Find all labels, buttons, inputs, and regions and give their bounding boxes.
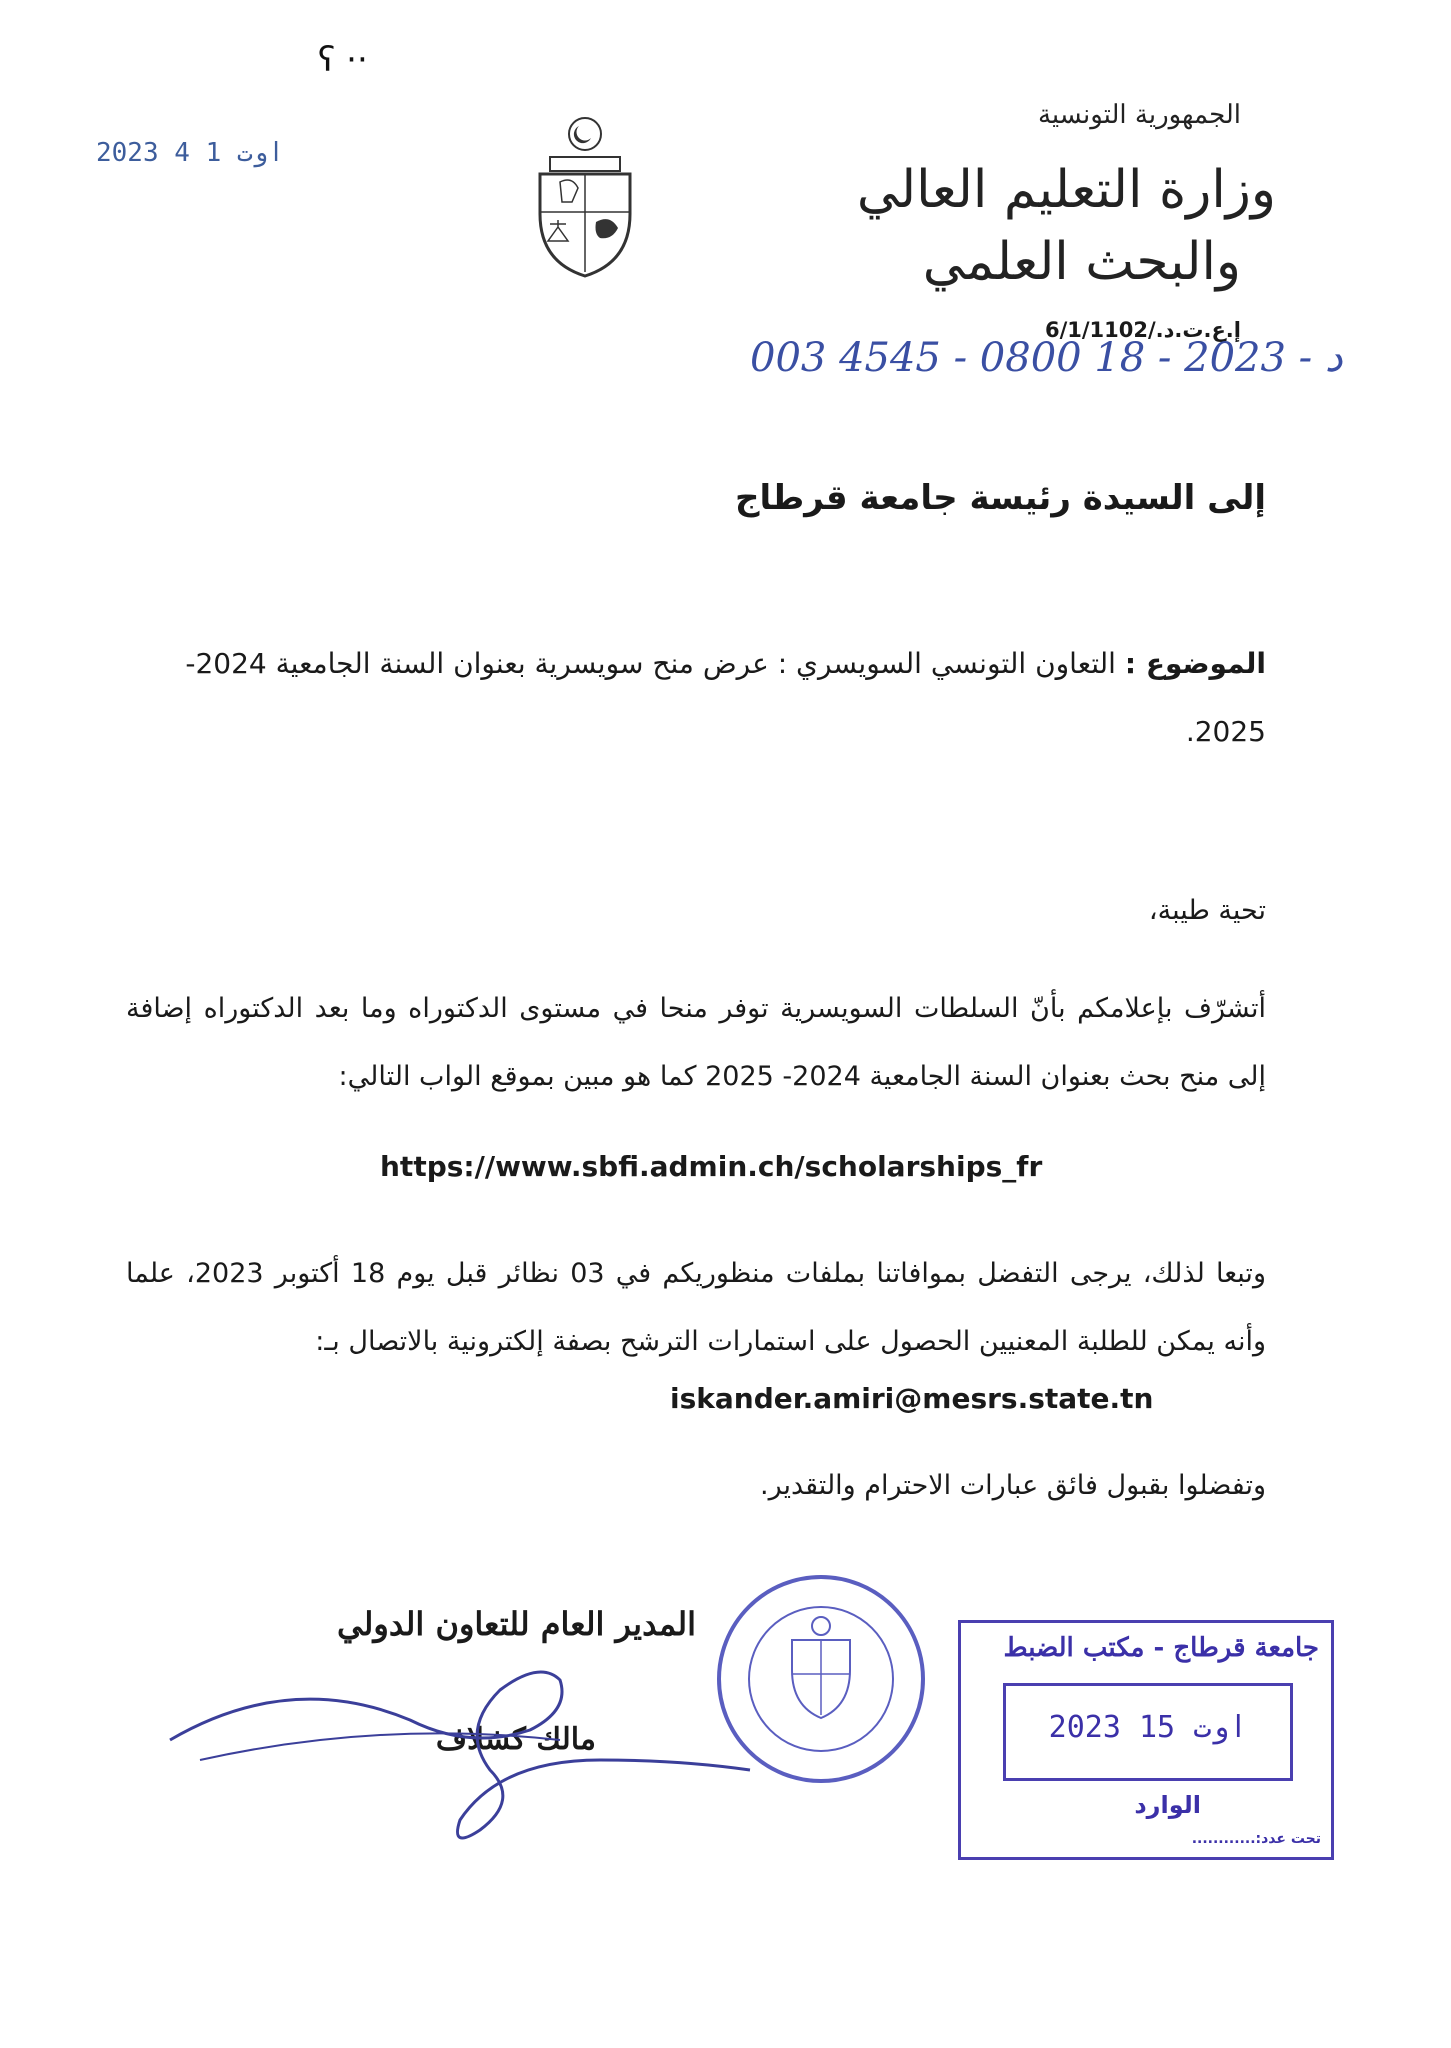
scholarship-url-link[interactable]: https://www.sbfi.admin.ch/scholarships_fr: [380, 1150, 1043, 1183]
country-header: الجمهورية التونسية: [1037, 100, 1241, 130]
signatory-name: مالك كشلاف: [435, 1722, 596, 1757]
coat-of-arms-icon: [530, 112, 640, 282]
stamp-number-field: تحت عدد:............: [1191, 1831, 1321, 1847]
ink-mark: ʕ ··: [318, 40, 368, 80]
received-date: 2023 اوت 1 4: [96, 138, 284, 168]
closing-line: وتفضلوا بقبول فائق عبارات الاحترام والتقدير.: [759, 1470, 1266, 1501]
reference-number: إ.ع.ت.د./6/1/1102: [1044, 318, 1241, 342]
stamp-title: جامعة قرطاج - مكتب الضبط: [1003, 1633, 1319, 1663]
official-seal: [712, 1570, 930, 1788]
handwritten-reference: 003 4545 - 0800 18 - 2023 - د: [750, 335, 1343, 381]
ministry-header-line2: والبحث العلمي: [922, 232, 1241, 292]
stamp-date: 2023 اوت 15: [1048, 1710, 1248, 1745]
body-paragraph-2: وتبعا لذلك، يرجى التفضل بموافاتنا بملفات منظوريكم في 03 نظائر قبل يوم 18 أكتوبر 2023، علما وأنه يمكن للطلبة المعنيين الحصول على استمارات الترشح بصفة إلكترونية بالاتصال بـ:: [126, 1258, 1266, 1357]
stamp-incoming-label: الوارد: [1134, 1791, 1201, 1819]
greeting: تحية طيبة،: [1148, 895, 1266, 926]
contact-email-link[interactable]: iskander.amiri@mesrs.state.tn: [670, 1382, 1154, 1415]
subject-label: الموضوع :: [1124, 647, 1266, 680]
body-paragraph-1: أتشرّف بإعلامكم بأنّ السلطات السويسرية توفر منحا في مستوى الدكتوراه وما بعد الدكتوراه إضافة إلى منح بحث بعنوان السنة الجامعية 2024- 2025 كما هو مبين بموقع الواب التالي:: [126, 993, 1266, 1092]
stamp-date-box: [1003, 1683, 1293, 1781]
signatory-title: المدير العام للتعاون الدولي: [336, 1605, 696, 1643]
handwritten-signature: [160, 1660, 760, 1840]
subject-text: التعاون التونسي السويسري : عرض منح سويسرية بعنوان السنة الجامعية 2024-2025.: [185, 647, 1266, 748]
subject: [126, 630, 1266, 766]
addressee: إلى السيدة رئيسة جامعة قرطاج: [734, 478, 1266, 518]
registry-stamp: [958, 1620, 1334, 1860]
ministry-header-line1: وزارة التعليم العالي: [856, 160, 1276, 220]
